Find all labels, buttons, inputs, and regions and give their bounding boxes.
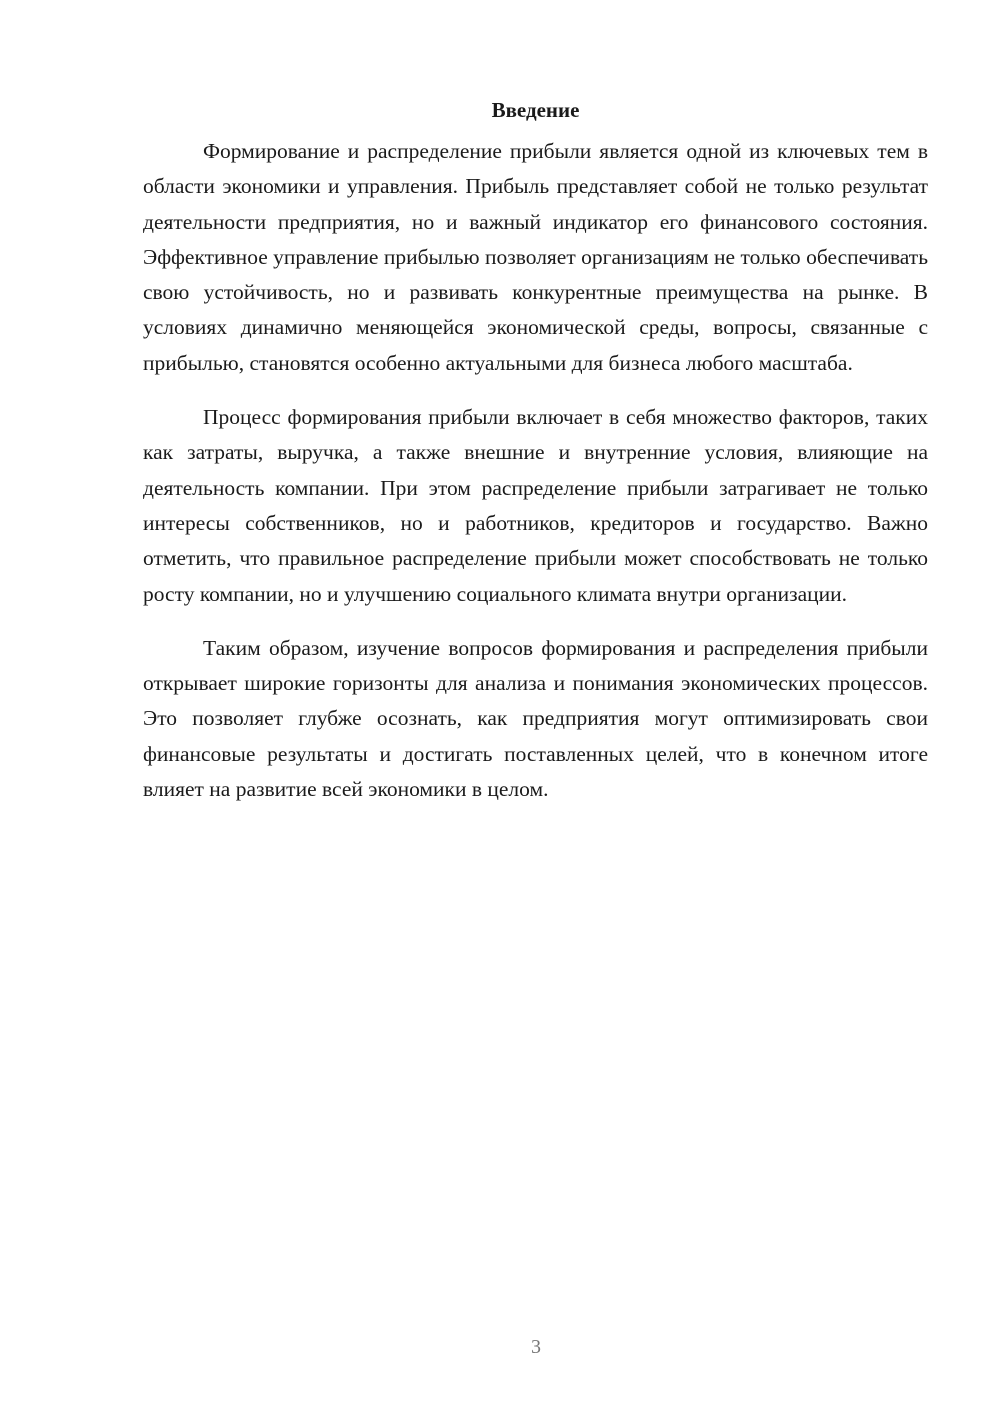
paragraph-1: Формирование и распределение прибыли является одной из ключевых тем в области экономики и управления. Прибыль представляет собой не только результат деятельности предприятия, но и важный индикатор его финансового состояния. Эффективное управление прибылью позволяет организациям не только обеспечивать свою устойчивость, но и развивать конкурентные преимущества на рынке. В условиях динамично меняющейся экономической среды, вопросы, связанные с прибылью, становятся особенно актуальными для бизнеса любого масштаба. — [143, 139, 928, 375]
page-content — [143, 93, 928, 826]
paragraph-2: Процесс формирования прибыли включает в себя множество факторов, таких как затраты, выручка, а также внешние и внутренние условия, влияющие на деятельность компании. При этом распределение прибыли затрагивает не только интересы собственников, но и работников, кредиторов и государство. Важно отметить, что правильное распределение прибыли может способствовать не только росту компании, но и улучшению социального климата внутри организации. — [143, 405, 928, 606]
document-title: Введение — [491, 98, 580, 122]
paragraph-3: Таким образом, изучение вопросов формирования и распределения прибыли открывает широкие горизонты для анализа и понимания экономических процессов. Это позволяет глубже осознать, как предприятия могут оптимизировать свои финансовые результаты и достигать поставленных целей, что в конечном итоге влияет на развитие всей экономики в целом. — [143, 635, 928, 802]
page-number: 3 — [531, 1336, 541, 1358]
